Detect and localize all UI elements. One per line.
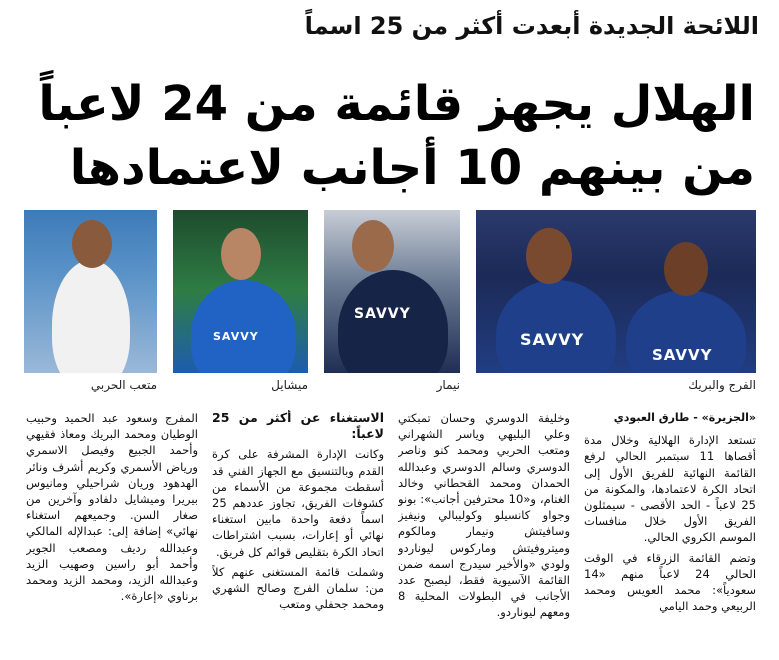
jersey-sponsor-text: SAVVY [213,330,259,343]
paragraph: وتضم القائمة الزرقاء في الوقت الحالي 24 لاعباً منهم «14 سعودياً»: محمد العويس ومحمد الربيعي وحمد اليامي [584,550,756,614]
photo-caption-3: نيمار [436,378,460,392]
article-column-2 [398,410,570,655]
player-head [221,228,261,280]
player-photo-2 [173,210,308,373]
player-jersey [191,280,296,373]
player-photo-4 [476,210,756,373]
player-photo-3 [324,210,460,373]
player-head [664,242,708,296]
article-byline: «الجزيرة» - طارق العبودي [613,411,756,424]
paragraph: وكانت الإدارة المشرفة على كرة القدم وبالتنسيق مع الجهاز الفني قد أسقطت مجموعة من الأسماء من كشوفات الفريق، تجاوز عددهم 25 اسماً دفعة واحدة مابين استغناء نهائي أو إعارات، بسبب اشتراطات اتحاد الكرة بتقليص قوائم كل فريق. [212,447,384,559]
photo-caption-1: متعب الحربي [90,378,157,392]
article-column-4 [26,410,198,655]
article-column-1 [584,410,756,655]
article-column-3 [212,410,384,655]
jersey-sponsor-text: SAVVY [354,306,411,322]
photo-caption-2: ميشايل [271,378,308,392]
player-head [352,220,394,272]
paragraph: وخليفة الدوسري وحسان تمبكتي وعلي البليهي وياسر الشهراني ومتعب الحربي ومحمد كنو وناصر الدوسري وسالم الدوسري وعبدالله الحمدان ومحمد القحطاني وخالد الغنام، و«10 محترفين أجانب»: بونو وجواو كانسيلو وكوليبالي ونيفيز وسافيتش ونيمار ومالكوم وميتروفيتش وماركوس ليوناردو ولودي «والأخير سيدرج اسمه ضمن القائمة الآسيوية فقط، ليصبح عدد الأجانب في البطولات المحلية 8 ومعهم ليوناردو. [398,411,570,620]
section-subheading: الاستغناء عن أكثر من 25 لاعباً: [212,410,384,442]
player-jersey [496,280,616,373]
jersey-sponsor-text: SAVVY [652,346,713,364]
photo-caption-4: الفرج والبريك [688,378,756,392]
article-headline: الهلال يجهز قائمة من 24 لاعباً من بينهم 10 أجانب لاعتمادها [38,76,755,196]
player-head [526,228,572,284]
paragraph: تستعد الإدارة الهلالية وخلال مدة أقصاها 11 سبتمبر الحالي لرفع القائمة النهائية للفريق الأول إلى اتحاد الكرة لاعتمادها، والمكونة من 25 لاعباً - الحد الأقصى - سيمثلون الفريق الأول خلال منافسات الموسم الكروي الحالي. [584,433,756,545]
player-jersey [52,260,130,373]
article-kicker: اللائحة الجديدة أبعدت أكثر من 25 اسماً [304,12,759,40]
paragraph: المفرج وسعود عبد الحميد وحبيب الوطيان ومحمد البريك ومعاذ فقيهي وأحمد الجبيع وفيصل الاسمري ورياض الأسمري وكريم أشرف ونائر الهدهود وريان شراحيلي ومانيوس بيريرا وميشايل دلفادو وآخرين من صغار السن. وجميعهم استغناء نهائي» إضافة إلى: عبدالإله المالكي وعبدالله رديف ومصعب الجوير وأحمد أبو راسين وصهيب الزيد وعبدالله الزيد، ومحمد الزيد ومحمد برناوي «إعارة». [26,411,198,604]
player-head [72,220,112,268]
photo-strip [24,210,756,390]
jersey-sponsor-text: SAVVY [520,330,585,349]
article-body [24,410,756,655]
player-photo-1 [24,210,157,373]
paragraph: وشملت قائمة المستغنى عنهم كلاً من: سلمان الفرج وصالح الشهري ومحمد جحفلي ومتعب [212,564,384,612]
